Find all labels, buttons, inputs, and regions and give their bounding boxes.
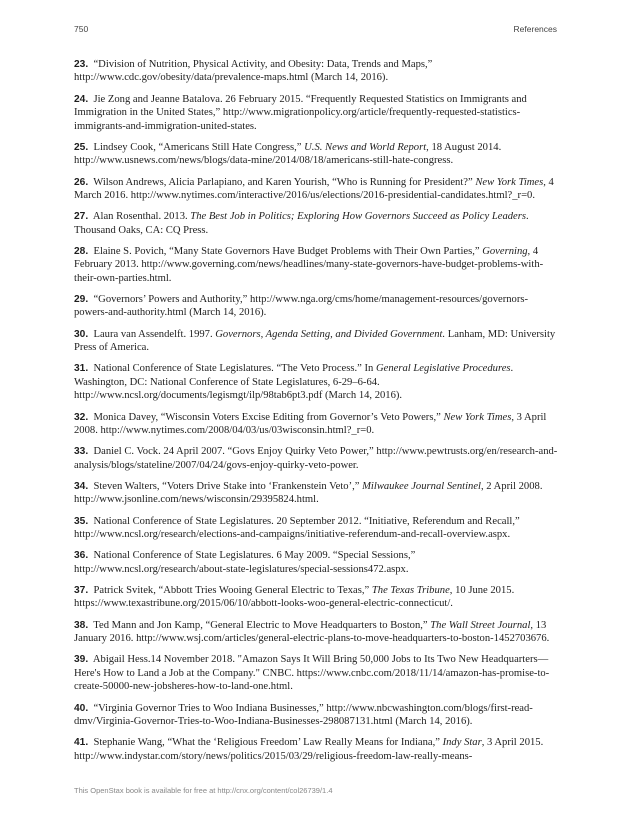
reference-entry (74, 445, 558, 472)
reference-text: Laura van Assendelft. 1997. (93, 328, 216, 340)
reference-text: . Washington, DC: National Conference of State Legislatures, 6-29–6-64. http://www.ncsl.org/documents/legismgt/ilp/98tab6pt3.pdf (March 14, 2016). (74, 363, 514, 402)
reference-title-italic: Indy Star (442, 737, 482, 749)
reference-text: “Division of Nutrition, Physical Activity, and Obesity: Data, Trends and Maps,” http://www.cdc.gov/obesity/data/prevalence-maps.html (March 14, 2016). (74, 59, 433, 84)
reference-entry (74, 141, 558, 168)
reference-title-italic: Milwaukee Journal Sentinel (362, 480, 481, 492)
reference-text: Alan Rosenthal. 2013. (92, 211, 191, 223)
reference-number: 36. (74, 550, 89, 562)
reference-title-italic: Governing (482, 245, 528, 257)
reference-text: , 18 August 2014. http://www.usnews.com/news/blogs/data-mine/2014/08/18/americans-still-hate-congress. (74, 141, 502, 167)
running-head-title: References (513, 24, 557, 34)
reference-text: National Conference of State Legislatures. 20 September 2012. “Initiative, Referendum and Recall,” http://www.ncsl.org/research/elections-and-campaigns/initiative-referendum-and-recall-overview.aspx. (74, 515, 520, 541)
footer-note: This OpenStax book is available for free at http://cnx.org/content/col26739/1.4 (74, 786, 333, 795)
reference-entry (74, 549, 558, 576)
reference-text: Lindsey Cook, “Americans Still Hate Congress,” (93, 141, 305, 153)
reference-number: 26. (74, 176, 89, 188)
reference-number: 29. (74, 294, 89, 306)
reference-number: 34. (74, 480, 89, 492)
reference-title-italic: New York Times (443, 411, 512, 423)
reference-entry (74, 210, 558, 237)
reference-number: 40. (74, 702, 89, 714)
reference-number: 23. (74, 59, 89, 70)
reference-title-italic: New York Times (475, 176, 544, 188)
reference-text: Steven Walters, “Voters Drive Stake into ‘Frankenstein Veto’,” (93, 480, 363, 492)
reference-number: 35. (74, 515, 89, 527)
reference-entry (74, 619, 558, 646)
reference-text: Stephanie Wang, “What the ‘Religious Freedom’ Law Really Means for Indiana,” (93, 737, 443, 749)
reference-entry (74, 362, 558, 402)
reference-text: , 10 June 2015. https://www.texastribune.org/2015/06/10/abbott-looks-woo-general-electric-connecticut/. (74, 585, 515, 610)
reference-number: 25. (74, 141, 89, 153)
reference-text: Abigail Hess.14 November 2018. "Amazon Says It Will Bring 50,000 Jobs to Its Two New Headquarters—Here's How to Land a Job at the Company." CNBC. https://www.cnbc.com/2018/11/14/amazon-has-promise-to-create-50000-new-jobsheres-how-to-land-one.html. (74, 654, 550, 693)
reference-number: 38. (74, 619, 89, 631)
reference-entry (74, 515, 558, 542)
reference-title-italic: The Texas Tribune (371, 585, 450, 597)
reference-text: , 3 April 2008. http://www.nytimes.com/2008/04/03/us/03wisconsin.html?_r=0. (74, 411, 547, 436)
reference-title-italic: General Legislative Procedures (375, 363, 511, 375)
reference-text: , 13 January 2016. http://www.wsj.com/articles/general-electric-plans-to-move-headquarters-to-boston-1452703676. (74, 619, 550, 645)
reference-number: 31. (74, 363, 89, 375)
reference-text: “Governors’ Powers and Authority,” http://www.nga.org/cms/home/management-resources/governors-powers-and-authority.html (March 14, 2016). (74, 294, 528, 319)
reference-title-italic: The Best Job in Politics; Exploring How Governors Succeed as Policy Leaders (190, 211, 526, 223)
reference-entry (74, 702, 558, 729)
page-number: 750 (74, 24, 89, 34)
reference-number: 28. (74, 245, 89, 257)
reference-entry (74, 411, 558, 438)
reference-entry (74, 176, 558, 203)
reference-number: 27. (74, 211, 89, 223)
reference-entry (74, 93, 558, 133)
reference-entry (74, 245, 558, 285)
reference-number: 30. (74, 328, 89, 340)
reference-number: 32. (74, 411, 89, 423)
reference-text: Daniel C. Vock. 24 April 2007. “Govs Enjoy Quirky Veto Power,” http://www.pewtrusts.org/en/research-and-analysis/blogs/stateline/2007/04/24/govs-enjoy-quirky-veto-power. (74, 446, 558, 471)
reference-number: 41. (74, 737, 89, 749)
reference-number: 37. (74, 585, 89, 597)
reference-title-italic: Governors, Agenda Setting, and Divided Government. (215, 328, 446, 340)
reference-text: “Virginia Governor Tries to Woo Indiana Businesses,” http://www.nbcwashington.com/blogs/first-read-dmv/Virginia-Governor-Tries-to-Woo-Indiana-Businesses-298087131.html (March 14, 2016). (74, 702, 533, 727)
reference-text: National Conference of State Legislatures. 6 May 2009. “Special Sessions,” http://www.ncsl.org/research/about-state-legislatures/special-sessions472.aspx. (74, 550, 416, 575)
reference-entry (74, 584, 558, 611)
reference-text: , 3 April 2015. http://www.indystar.com/story/news/politics/2015/03/29/religious-freedom-law-really-means- (74, 737, 544, 762)
reference-entry (74, 293, 558, 320)
reference-title-italic: The Wall Street Journal (430, 619, 531, 631)
reference-title-italic: U.S. News and World Report (304, 141, 427, 153)
reference-entry (74, 480, 558, 507)
reference-text: . Thousand Oaks, CA: CQ Press. (74, 211, 529, 236)
reference-text: , 2 April 2008. http://www.jsonline.com/news/wisconsin/29395824.html. (74, 480, 543, 506)
reference-list (74, 58, 558, 771)
reference-text: Elaine S. Povich, “Many State Governors Have Budget Problems with Their Own Parties,” (93, 245, 483, 257)
reference-text: Lanham, MD: University Press of America. (74, 328, 556, 354)
reference-entry (74, 328, 558, 355)
reference-text: National Conference of State Legislatures. “The Veto Process.” In (93, 363, 376, 375)
reference-text: Jie Zong and Jeanne Batalova. 26 February 2015. “Frequently Requested Statistics on Immigrants and Immigration in the United States,” http://www.migrationpolicy.org/article/frequently-requested-statistics-immigrants-and-immigration-united-states. (74, 93, 527, 132)
reference-number: 24. (74, 93, 89, 105)
reference-text: Monica Davey, “Wisconsin Voters Excise Editing from Governor’s Veto Powers,” (93, 411, 444, 423)
reference-text: Wilson Andrews, Alicia Parlapiano, and Karen Yourish, “Who is Running for President?” (93, 176, 476, 188)
reference-entry (74, 736, 558, 763)
reference-number: 33. (74, 446, 89, 458)
reference-text: Ted Mann and Jon Kamp, “General Electric to Move Headquarters to Boston,” (93, 619, 431, 631)
reference-text: Patrick Svitek, “Abbott Tries Wooing General Electric to Texas,” (93, 585, 372, 597)
reference-entry (74, 58, 558, 85)
reference-entry (74, 653, 558, 693)
reference-number: 39. (74, 654, 89, 666)
reference-text: , 4 February 2013. http://www.governing.com/news/headlines/many-state-governors-have-budget-problems-with-their-own-parties.html. (74, 245, 544, 284)
reference-text: , 4 March 2016. http://www.nytimes.com/interactive/2016/us/elections/2016-presidential-candidates.html?_r=0. (74, 176, 554, 201)
